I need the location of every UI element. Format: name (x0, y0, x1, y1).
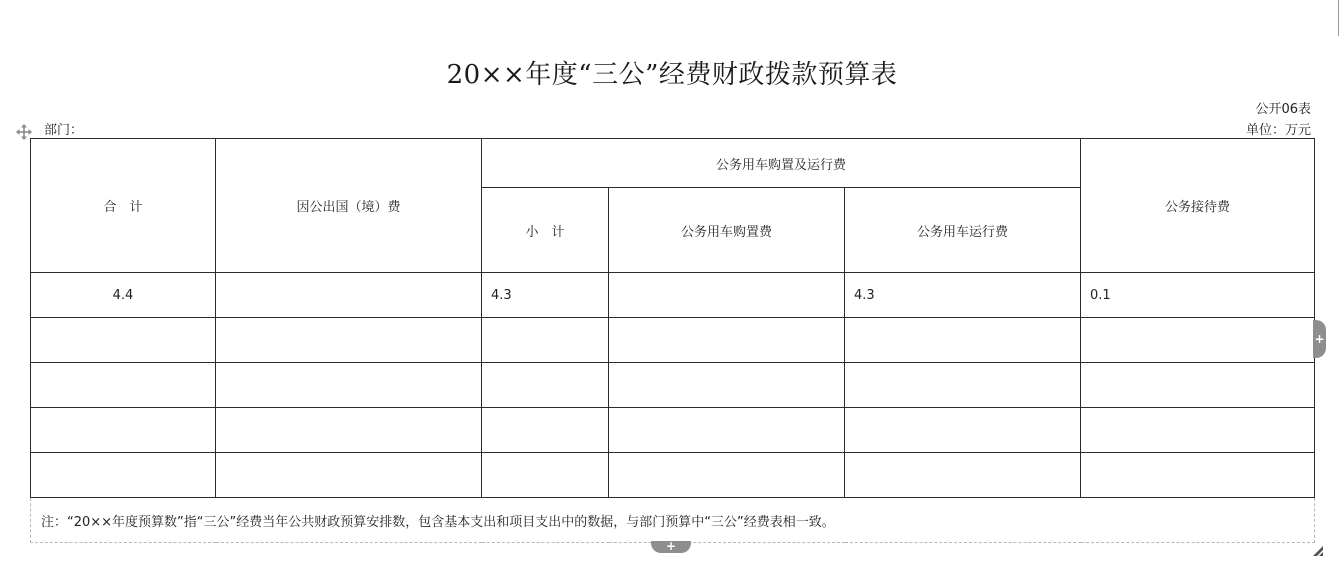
cell-vehicle-operation[interactable] (845, 453, 1081, 498)
table-row (31, 363, 1315, 408)
header-vehicle-operation[interactable]: 公务用车运行费 (845, 188, 1081, 273)
cell-vehicle-purchase[interactable] (609, 363, 845, 408)
form-number: 公开06表 (1255, 102, 1311, 117)
cell-subtotal[interactable] (482, 363, 609, 408)
plus-icon: + (1314, 332, 1325, 346)
cell-vehicle-purchase[interactable] (609, 408, 845, 453)
cell-total[interactable] (31, 318, 216, 363)
cell-reception[interactable] (1081, 363, 1315, 408)
cell-overseas[interactable] (216, 318, 482, 363)
cell-total[interactable]: 4.4 (31, 273, 216, 318)
table-row (31, 318, 1315, 363)
note-row (31, 498, 1315, 543)
cell-subtotal[interactable] (482, 318, 609, 363)
cell-subtotal[interactable]: 4.3 (482, 273, 609, 318)
resize-icon (1313, 541, 1323, 560)
cell-overseas[interactable] (216, 363, 482, 408)
table-note[interactable]: 注：“20××年度预算数”指“三公”经费当年公共财政预算安排数，包含基本支出和项目支出中的数据，与部门预算中“三公”经费表相一致。 (31, 498, 1315, 543)
header-row-1 (31, 139, 1315, 188)
document-title: 20××年度“三公”经费财政拨款预算表 (446, 60, 898, 90)
plus-icon: + (665, 539, 677, 553)
cell-overseas[interactable] (216, 453, 482, 498)
cell-reception[interactable] (1081, 453, 1315, 498)
table-resize-handle[interactable] (1313, 541, 1323, 551)
cell-overseas[interactable] (216, 408, 482, 453)
cell-total[interactable] (31, 408, 216, 453)
header-subtotal[interactable]: 小 计 (482, 188, 609, 273)
cell-reception[interactable] (1081, 318, 1315, 363)
header-vehicle-purchase[interactable]: 公务用车购置费 (609, 188, 845, 273)
cell-vehicle-purchase[interactable] (609, 453, 845, 498)
cell-vehicle-operation[interactable]: 4.3 (845, 273, 1081, 318)
cell-overseas[interactable] (216, 273, 482, 318)
window-edge-marker (1338, 0, 1344, 36)
table-row (31, 453, 1315, 498)
cell-subtotal[interactable] (482, 453, 609, 498)
cell-vehicle-operation[interactable] (845, 363, 1081, 408)
cell-subtotal[interactable] (482, 408, 609, 453)
cell-reception[interactable] (1081, 408, 1315, 453)
header-vehicle-group[interactable]: 公务用车购置及运行费 (482, 139, 1081, 188)
header-total[interactable]: 合 计 (31, 139, 216, 273)
unit-label: 单位：万元 (1245, 123, 1311, 138)
cell-reception[interactable]: 0.1 (1081, 273, 1315, 318)
table-row (31, 408, 1315, 453)
header-overseas[interactable]: 因公出国（境）费 (216, 139, 482, 273)
cell-vehicle-purchase[interactable] (609, 318, 845, 363)
cell-total[interactable] (31, 453, 216, 498)
department-label: 部门： (44, 123, 84, 138)
add-row-button[interactable] (651, 541, 691, 553)
cell-total[interactable] (31, 363, 216, 408)
cell-vehicle-operation[interactable] (845, 318, 1081, 363)
cell-vehicle-operation[interactable] (845, 408, 1081, 453)
header-reception[interactable]: 公务接待费 (1081, 139, 1315, 273)
table-row (31, 273, 1315, 318)
add-column-button[interactable] (1313, 320, 1326, 358)
cell-vehicle-purchase[interactable] (609, 273, 845, 318)
budget-table (30, 138, 1315, 543)
